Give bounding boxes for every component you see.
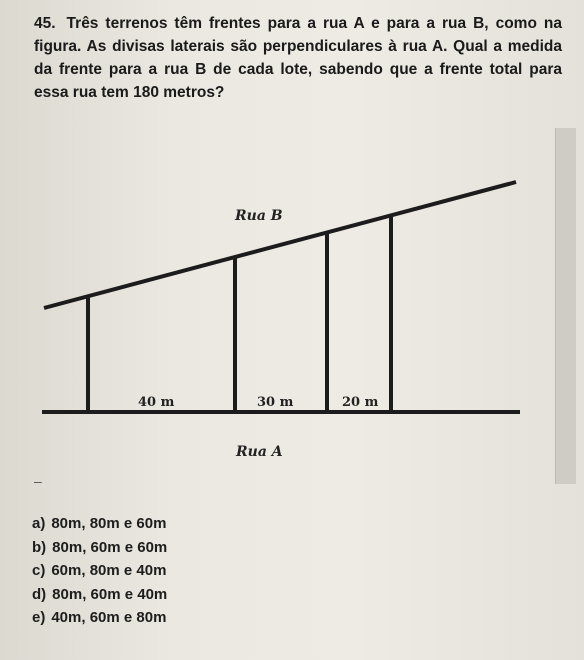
option-e[interactable] xyxy=(32,606,167,630)
option-letter: b) xyxy=(32,538,47,556)
label-dim-40: 40 m xyxy=(138,395,175,410)
question-body: Três terrenos têm frentes para a rua A e para a rua B, como na figura. As divisas laterais são perpendiculares à rua A. Qual a medida da frente para a rua B de cada lote, sabendo que a frente total para essa rua tem 180 metros? xyxy=(34,15,562,101)
label-rua-a: Rua A xyxy=(236,444,283,460)
page-edge-shadow xyxy=(555,128,576,484)
dash-mark: – xyxy=(34,473,42,489)
option-letter: c) xyxy=(32,562,46,579)
option-letter: a) xyxy=(32,515,46,532)
option-text: 60m, 80m e 40m xyxy=(51,562,167,579)
label-rua-b: Rua B xyxy=(235,208,283,224)
option-text: 80m, 60m e 40m xyxy=(52,585,168,603)
option-letter: d) xyxy=(32,585,47,603)
option-text: 80m, 60m e 60m xyxy=(52,538,168,556)
label-dim-20: 20 m xyxy=(342,395,379,410)
option-b[interactable] xyxy=(32,536,167,560)
question-text xyxy=(34,12,562,104)
question-number: 45. xyxy=(34,15,56,32)
option-text: 40m, 60m e 80m xyxy=(51,609,167,626)
answer-options xyxy=(32,512,167,630)
diagram-svg xyxy=(30,170,530,470)
option-c[interactable] xyxy=(32,559,167,583)
rua-b-line xyxy=(44,182,516,308)
option-a[interactable] xyxy=(32,512,167,536)
option-letter: e) xyxy=(32,609,46,626)
diagram-figure xyxy=(30,170,530,470)
option-d[interactable] xyxy=(32,583,167,607)
label-dim-30: 30 m xyxy=(257,395,294,410)
option-text: 80m, 80m e 60m xyxy=(51,515,167,532)
